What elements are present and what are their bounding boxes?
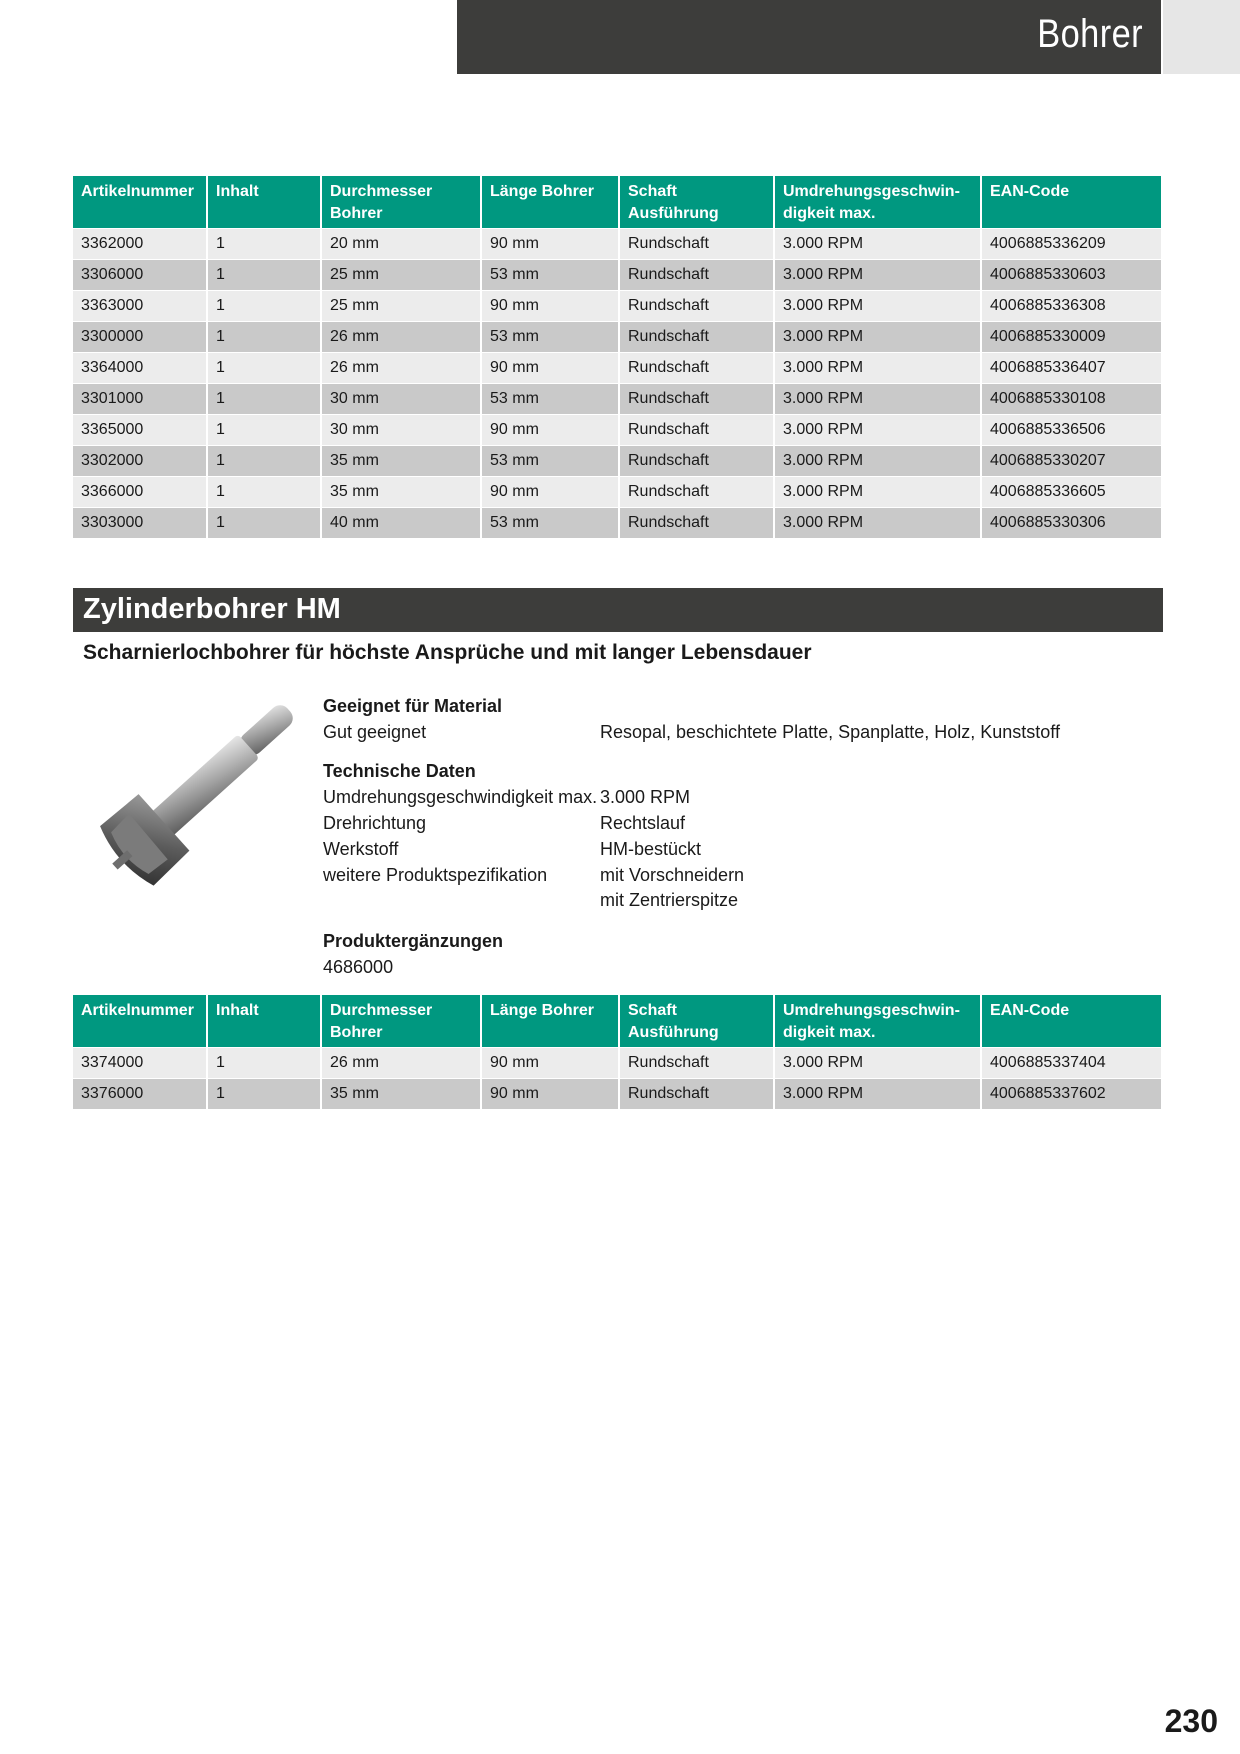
cell-umdrehung: 3.000 RPM xyxy=(774,291,981,322)
cell-inhalt: 1 xyxy=(207,353,321,384)
cell-durchmesser: 20 mm xyxy=(321,229,481,260)
cell-umdrehung: 3.000 RPM xyxy=(774,260,981,291)
table-row xyxy=(73,384,1161,415)
page-title: Bohrer xyxy=(1037,12,1143,56)
product-table-1 xyxy=(73,176,1161,538)
cell-umdrehung: 3.000 RPM xyxy=(774,229,981,260)
cell-umdrehung: 3.000 RPM xyxy=(774,1079,981,1110)
cell-umdrehung: 3.000 RPM xyxy=(774,384,981,415)
cell-durchmesser: 30 mm xyxy=(321,415,481,446)
cell-artikelnummer: 3374000 xyxy=(73,1048,207,1079)
cell-artikelnummer: 3303000 xyxy=(73,508,207,539)
table-row xyxy=(73,508,1161,539)
cell-laenge: 53 mm xyxy=(481,508,619,539)
tech-label: weitere Produktspezifikation xyxy=(323,865,548,885)
cell-artikelnummer: 3365000 xyxy=(73,415,207,446)
table-row xyxy=(73,291,1161,322)
col-laenge: Länge Bohrer xyxy=(481,995,619,1048)
tech-heading: Technische Daten xyxy=(323,761,476,781)
cell-ean: 4006885337602 xyxy=(981,1079,1161,1110)
cell-inhalt: 1 xyxy=(207,291,321,322)
cell-schaft: Rundschaft xyxy=(619,260,774,291)
col-schaft: Schaft Ausführung xyxy=(619,995,774,1048)
material-value: Resopal, beschichtete Platte, Spanplatte, Holz, Kunststoff xyxy=(600,722,1060,742)
cell-artikelnummer: 3366000 xyxy=(73,477,207,508)
cell-umdrehung: 3.000 RPM xyxy=(774,477,981,508)
cell-laenge: 90 mm xyxy=(481,291,619,322)
cell-inhalt: 1 xyxy=(207,508,321,539)
col-schaft: Schaft Ausführung xyxy=(619,176,774,229)
cell-schaft: Rundschaft xyxy=(619,384,774,415)
cell-inhalt: 1 xyxy=(207,322,321,353)
cell-durchmesser: 25 mm xyxy=(321,260,481,291)
supplement-value: 4686000 xyxy=(323,957,394,977)
cell-ean: 4006885336506 xyxy=(981,415,1161,446)
cell-artikelnummer: 3302000 xyxy=(73,446,207,477)
tech-value: 3.000 RPM xyxy=(600,787,691,807)
cell-durchmesser: 40 mm xyxy=(321,508,481,539)
cell-schaft: Rundschaft xyxy=(619,508,774,539)
page-number: 230 xyxy=(1164,1703,1218,1739)
cell-ean: 4006885330306 xyxy=(981,508,1161,539)
cell-umdrehung: 3.000 RPM xyxy=(774,322,981,353)
cell-inhalt: 1 xyxy=(207,229,321,260)
cell-artikelnummer: 3363000 xyxy=(73,291,207,322)
col-ean: EAN-Code xyxy=(981,176,1161,229)
cell-ean: 4006885336605 xyxy=(981,477,1161,508)
forstner-bit-image xyxy=(70,684,310,914)
table-row xyxy=(73,1079,1161,1110)
col-laenge: Länge Bohrer xyxy=(481,176,619,229)
cell-inhalt: 1 xyxy=(207,1048,321,1079)
cell-inhalt: 1 xyxy=(207,384,321,415)
cell-schaft: Rundschaft xyxy=(619,415,774,446)
supplement-heading: Produktergänzungen xyxy=(323,931,504,951)
cell-schaft: Rundschaft xyxy=(619,353,774,384)
material-label: Gut geeignet xyxy=(323,722,427,742)
section-title: Zylinderbohrer HM xyxy=(83,593,341,625)
cell-durchmesser: 35 mm xyxy=(321,477,481,508)
cell-artikelnummer: 3376000 xyxy=(73,1079,207,1110)
col-inhalt: Inhalt xyxy=(207,995,321,1048)
cell-artikelnummer: 3306000 xyxy=(73,260,207,291)
table-header-row xyxy=(73,995,1161,1048)
cell-schaft: Rundschaft xyxy=(619,477,774,508)
col-artikelnummer: Artikelnummer xyxy=(73,995,207,1048)
col-durchmesser: Durchmesser Bohrer xyxy=(321,995,481,1048)
tech-value: HM-bestückt xyxy=(600,839,702,859)
cell-inhalt: 1 xyxy=(207,1079,321,1110)
table-row xyxy=(73,446,1161,477)
cell-ean: 4006885336308 xyxy=(981,291,1161,322)
col-ean: EAN-Code xyxy=(981,995,1161,1048)
section-title-bar xyxy=(73,588,1163,632)
cell-laenge: 90 mm xyxy=(481,1079,619,1110)
table-row xyxy=(73,322,1161,353)
cell-umdrehung: 3.000 RPM xyxy=(774,508,981,539)
cell-inhalt: 1 xyxy=(207,260,321,291)
table-row xyxy=(73,229,1161,260)
cell-umdrehung: 3.000 RPM xyxy=(774,446,981,477)
cell-umdrehung: 3.000 RPM xyxy=(774,415,981,446)
table-row xyxy=(73,415,1161,446)
cell-laenge: 53 mm xyxy=(481,446,619,477)
tech-value: mit Zentrierspitze xyxy=(600,890,739,910)
cell-durchmesser: 26 mm xyxy=(321,322,481,353)
col-durchmesser: Durchmesser Bohrer xyxy=(321,176,481,229)
cell-ean: 4006885337404 xyxy=(981,1048,1161,1079)
col-inhalt: Inhalt xyxy=(207,176,321,229)
cell-laenge: 53 mm xyxy=(481,322,619,353)
cell-schaft: Rundschaft xyxy=(619,291,774,322)
tech-label: Umdrehungsgeschwindigkeit max. xyxy=(323,787,598,807)
cell-ean: 4006885330207 xyxy=(981,446,1161,477)
cell-durchmesser: 26 mm xyxy=(321,353,481,384)
cell-schaft: Rundschaft xyxy=(619,1048,774,1079)
tech-label: Drehrichtung xyxy=(323,813,427,833)
section-subtitle: Scharnierlochbohrer für höchste Ansprüche und mit langer Lebensdauer xyxy=(83,641,812,664)
cell-ean: 4006885330603 xyxy=(981,260,1161,291)
col-artikelnummer: Artikelnummer xyxy=(73,176,207,229)
tech-label: Werkstoff xyxy=(323,839,399,859)
product-table-2 xyxy=(73,995,1161,1109)
col-umdrehung: Umdrehungsgeschwin- digkeit max. xyxy=(774,995,981,1048)
cell-laenge: 53 mm xyxy=(481,384,619,415)
cell-laenge: 90 mm xyxy=(481,1048,619,1079)
cell-umdrehung: 3.000 RPM xyxy=(774,1048,981,1079)
cell-ean: 4006885336209 xyxy=(981,229,1161,260)
cell-durchmesser: 30 mm xyxy=(321,384,481,415)
cell-ean: 4006885330108 xyxy=(981,384,1161,415)
cell-umdrehung: 3.000 RPM xyxy=(774,353,981,384)
cell-laenge: 53 mm xyxy=(481,260,619,291)
cell-artikelnummer: 3364000 xyxy=(73,353,207,384)
cell-durchmesser: 26 mm xyxy=(321,1048,481,1079)
cell-artikelnummer: 3300000 xyxy=(73,322,207,353)
cell-laenge: 90 mm xyxy=(481,415,619,446)
cell-artikelnummer: 3362000 xyxy=(73,229,207,260)
cell-laenge: 90 mm xyxy=(481,353,619,384)
cell-ean: 4006885330009 xyxy=(981,322,1161,353)
cell-laenge: 90 mm xyxy=(481,229,619,260)
cell-durchmesser: 25 mm xyxy=(321,291,481,322)
tech-value: Rechtslauf xyxy=(600,813,686,833)
table-row xyxy=(73,353,1161,384)
cell-durchmesser: 35 mm xyxy=(321,1079,481,1110)
material-heading: Geeignet für Material xyxy=(323,696,503,716)
cell-ean: 4006885336407 xyxy=(981,353,1161,384)
table-row xyxy=(73,260,1161,291)
cell-schaft: Rundschaft xyxy=(619,446,774,477)
cell-artikelnummer: 3301000 xyxy=(73,384,207,415)
header-bar xyxy=(457,0,1161,74)
table-header-row xyxy=(73,176,1161,229)
header-tab xyxy=(1163,0,1240,74)
cell-inhalt: 1 xyxy=(207,415,321,446)
cell-durchmesser: 35 mm xyxy=(321,446,481,477)
cell-inhalt: 1 xyxy=(207,477,321,508)
cell-schaft: Rundschaft xyxy=(619,1079,774,1110)
cell-schaft: Rundschaft xyxy=(619,322,774,353)
col-umdrehung: Umdrehungsgeschwin- digkeit max. xyxy=(774,176,981,229)
cell-laenge: 90 mm xyxy=(481,477,619,508)
table-row xyxy=(73,477,1161,508)
cell-inhalt: 1 xyxy=(207,446,321,477)
cell-schaft: Rundschaft xyxy=(619,229,774,260)
table-row xyxy=(73,1048,1161,1079)
tech-value: mit Vorschneidern xyxy=(600,865,745,885)
